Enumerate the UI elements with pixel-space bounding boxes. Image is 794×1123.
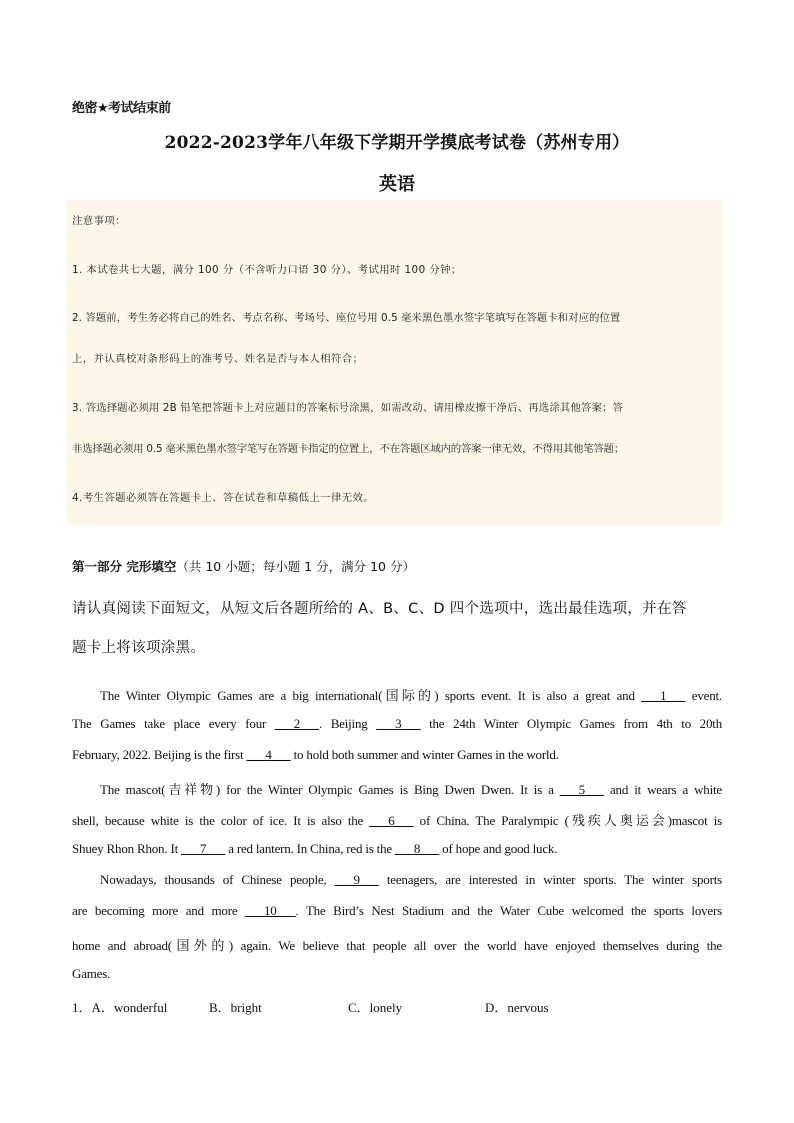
confidential-label: 绝密★考试结束前: [72, 101, 171, 116]
passage-line: [72, 810, 722, 829]
notice-heading: 注意事项：: [72, 215, 126, 227]
blank-8: ___8___: [395, 841, 440, 856]
passage-text: and it wears a white: [603, 782, 722, 797]
passage-text: event.: [685, 688, 722, 703]
passage-text: . The Bird’s Nest Stadium and the Water Cube welcomed the sports lovers: [295, 903, 722, 918]
passage-text: The mascot(吉祥物) for the Winter Olympic Games is Bing Dwen Dwen. It is a: [100, 782, 560, 797]
option-a: 1．A．wonderful: [72, 1000, 168, 1015]
passage-line: Games.: [72, 966, 111, 981]
passage-text: The Winter Olympic Games are a big international(国际的) sports event. It is also a great and: [100, 688, 642, 703]
subject-title: 英语: [379, 174, 415, 195]
passage-text: February, 2022. Beijing is the first: [72, 747, 247, 762]
passage-text: Shuey Rhon Rhon. It: [72, 841, 182, 856]
passage-text: of hope and good luck.: [439, 841, 558, 856]
blank-7: ___7___: [181, 841, 226, 856]
passage-line: [100, 685, 722, 704]
notice-line: 1. 本试卷共七大题，满分 100 分（不含听力口语 30 分）、考试用时 100 分钟；: [72, 264, 462, 276]
option-c: C．lonely: [348, 1000, 403, 1015]
passage-text: shell, because white is the color of ice. It is also the: [72, 813, 370, 828]
blank-9: ___9___: [334, 872, 379, 887]
notice-line: 2. 答题前，考生务必将自己的姓名、考点名称、考场号、座位号用 0.5 毫米黑色墨水签字笔填写在答题卡和对应的位置: [72, 312, 621, 324]
section-title: 第一部分 完形填空: [72, 559, 177, 574]
notice-line: 非选择题必须用 0.5 毫米黑色墨水签字笔写在答题卡指定的位置上，不在答题区域内的答案一律无效，不得用其他笔答题；: [72, 443, 625, 455]
passage-line: [72, 716, 722, 732]
notice-line: 上，并认真校对条形码上的准考号、姓名是否与本人相符合；: [72, 353, 364, 365]
option-b: B．bright: [209, 1000, 262, 1015]
blank-3: ___3___: [376, 716, 421, 731]
passage-text: are becoming more and more: [72, 903, 246, 918]
passage-line: [72, 841, 722, 857]
notice-line: 4.考生答题必须答在答题卡上、答在试卷和草稿低上一律无效。: [72, 492, 375, 504]
notice-line: 3. 答选择题必须用 2B 铅笔把答题卡上对应题目的答案标号涂黑，如需改动、请用橡皮擦干净后、再选涂其他答案；答: [72, 402, 624, 414]
passage-line: home and abroad(国外的) again. We believe that people all over the world have enjoyed themselves during the: [72, 938, 722, 953]
blank-6: ___6___: [369, 813, 414, 828]
section-info: （共 10 小题；每小题 1 分，满分 10 分）: [176, 559, 415, 574]
blank-4: ___4___: [246, 747, 291, 762]
section-instruction: 题卡上将该项涂黑。: [72, 640, 206, 656]
passage-text: a red lantern. In China, red is the: [225, 841, 396, 856]
passage-line: [100, 872, 722, 888]
option-d: D．nervous: [485, 1000, 549, 1015]
exam-title: 2022-2023学年八年级下学期开学摸底考试卷（苏州专用）: [164, 133, 630, 153]
passage-text: . Beijing: [318, 716, 377, 731]
notice-box: [67, 200, 723, 525]
passage-line: [72, 903, 722, 919]
passage-text: The Games take place every four: [72, 716, 275, 731]
section-instruction: 请认真阅读下面短文，从短文后各题所给的 A、B、C、D 四个选项中，选出最佳选项，并在答: [72, 601, 687, 617]
blank-2: ___2___: [274, 716, 319, 731]
passage-text: the 24th Winter Olympic Games from 4th to 20th: [420, 716, 722, 731]
passage-text: of China. The Paralympic (残疾人奥运会)mascot is: [413, 813, 722, 828]
blank-10: ___10___: [245, 903, 296, 918]
section-heading: [72, 557, 415, 575]
blank-1: ___1___: [641, 688, 686, 703]
blank-5: ___5___: [559, 782, 604, 797]
passage-text: Nowadays, thousands of Chinese people,: [100, 872, 335, 887]
passage-text: to hold both summer and winter Games in the world.: [290, 747, 559, 762]
passage-line: [100, 779, 722, 798]
passage-text: teenagers, are interested in winter sports. The winter sports: [378, 872, 722, 887]
passage-line: [72, 747, 722, 763]
